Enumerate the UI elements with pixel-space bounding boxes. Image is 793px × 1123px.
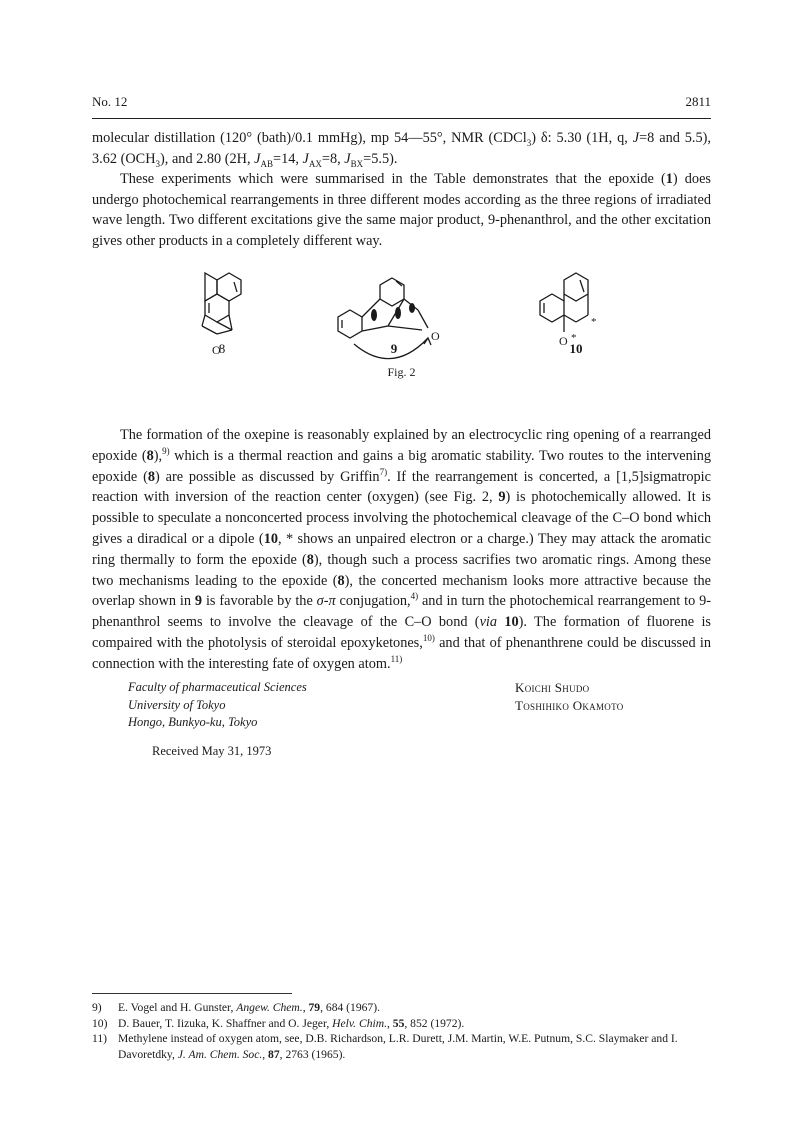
footnote-9: 9) E. Vogel and H. Gunster, Angew. Chem., 79, 684 (1967). bbox=[92, 1001, 380, 1014]
label-9: 9 bbox=[390, 341, 398, 356]
footnote-10: 10) D. Bauer, T. Iizuka, K. Shaffner and O. Jeger, Helv. Chim., 55, 852 (1972). bbox=[92, 1016, 465, 1030]
body-text-top bbox=[92, 128, 711, 252]
received-date: Received May 31, 1973 bbox=[152, 744, 272, 758]
structure-10 bbox=[540, 273, 588, 332]
figure-2 bbox=[92, 268, 711, 418]
affiliation-line-1: Faculty of pharmaceutical Sciences bbox=[128, 680, 307, 694]
atom-o-8: O bbox=[212, 343, 221, 357]
author-1: Koichi Shudo bbox=[515, 680, 590, 695]
author-list bbox=[515, 679, 624, 715]
label-10: 10 bbox=[569, 341, 583, 356]
radical-star-o-10: * bbox=[571, 332, 577, 344]
header-rule bbox=[92, 118, 711, 119]
footnote-rule bbox=[92, 993, 292, 994]
affiliation-line-2: University of Tokyo bbox=[128, 697, 226, 712]
affiliation-line-3: Hongo, Bunkyo-ku, Tokyo bbox=[128, 715, 258, 729]
author-2: Toshihiko Okamoto bbox=[515, 698, 624, 713]
paragraph-nmr: molecular distillation (120° (bath)/0.1 mmHg), mp 54—55°, NMR (CDCl$_3$) δ: 5.30 (1H, q, J=8 and 5.5), 3.62 $(OCH_3)$, and 2.80 (2H, $J_{AB}=14$, $J_{AX}=8$, $J_{BX}=5.5$). bbox=[92, 130, 711, 169]
affiliation bbox=[128, 679, 307, 732]
atom-o-10: O bbox=[559, 334, 568, 348]
issue-number: No. 12 bbox=[92, 94, 128, 109]
label-8: 8 bbox=[218, 341, 226, 356]
structure-8 bbox=[202, 273, 241, 334]
paragraph-experiments: These experiments which were summarised in the Table demonstrates that the epoxide (1) does undergo photochemical rearrangements in three different modes according as the three regions of irradiated wave length. Two different excitations give the same major product, 9-phenanthrol, and the other excitation gives other products in a completely different way. bbox=[92, 171, 711, 249]
body-text-discussion bbox=[92, 425, 711, 675]
paragraph-oxepine: The formation of the oxepine is reasonably explained by an electrocyclic ring opening of a rearranged epoxide (8),$^{9)}$ which is a thermal reaction and gains a big aromatic stability. Two routes to the intervening epoxide (8) are possible as discussed by Griffin$^{7)}$. If the rearrangement is concerted, a [1,5]sigmatropic reaction with inversion of the reaction center (oxygen) (see Fig. 2, 9) is photochemically allowed. It is possible to speculate a nonconcerted process involving the photochemical cleavage of the C–O bond which gives a diradical or a dipole (10, * shows an unpaired electron or a charge.) They may attack the aromatic ring thermally to form the epoxide (8), though such a process sacrifies two aromatic rings. Among these two mechanisms leading to the epoxide (8), the concerted mechanism looks more attractive because the overlap shown in 9 is favorable by the σ-π conjugation,$^{4)}$ and in turn the photochemical rearrangement to 9-phenanthrol seems to involve the cleavage of the C–O bond (via 10). The formation of fluorene is compaired with the photolysis of steroidal epoxyketones,$^{10)}$ and that of phenanthrene could be discussed in connection with the interesting fate of oxygen atom.$^{11)}$ bbox=[92, 427, 711, 672]
footnotes bbox=[92, 1000, 711, 1062]
page-number: 2811 bbox=[685, 94, 711, 109]
atom-o-9: O bbox=[431, 329, 440, 343]
running-head bbox=[92, 94, 711, 110]
figure-caption: Fig. 2 bbox=[387, 365, 416, 379]
footnote-11: 11) Methylene instead of oxygen atom, see, D.B. Richardson, L.R. Durett, J.M. Martin, W.E. Putnum, S.C. Slaymaker and I. Davoretdky, J. Am. Chem. Soc., 87, 2763 (1965). bbox=[92, 1032, 678, 1061]
radical-star-c-10: * bbox=[591, 316, 597, 328]
